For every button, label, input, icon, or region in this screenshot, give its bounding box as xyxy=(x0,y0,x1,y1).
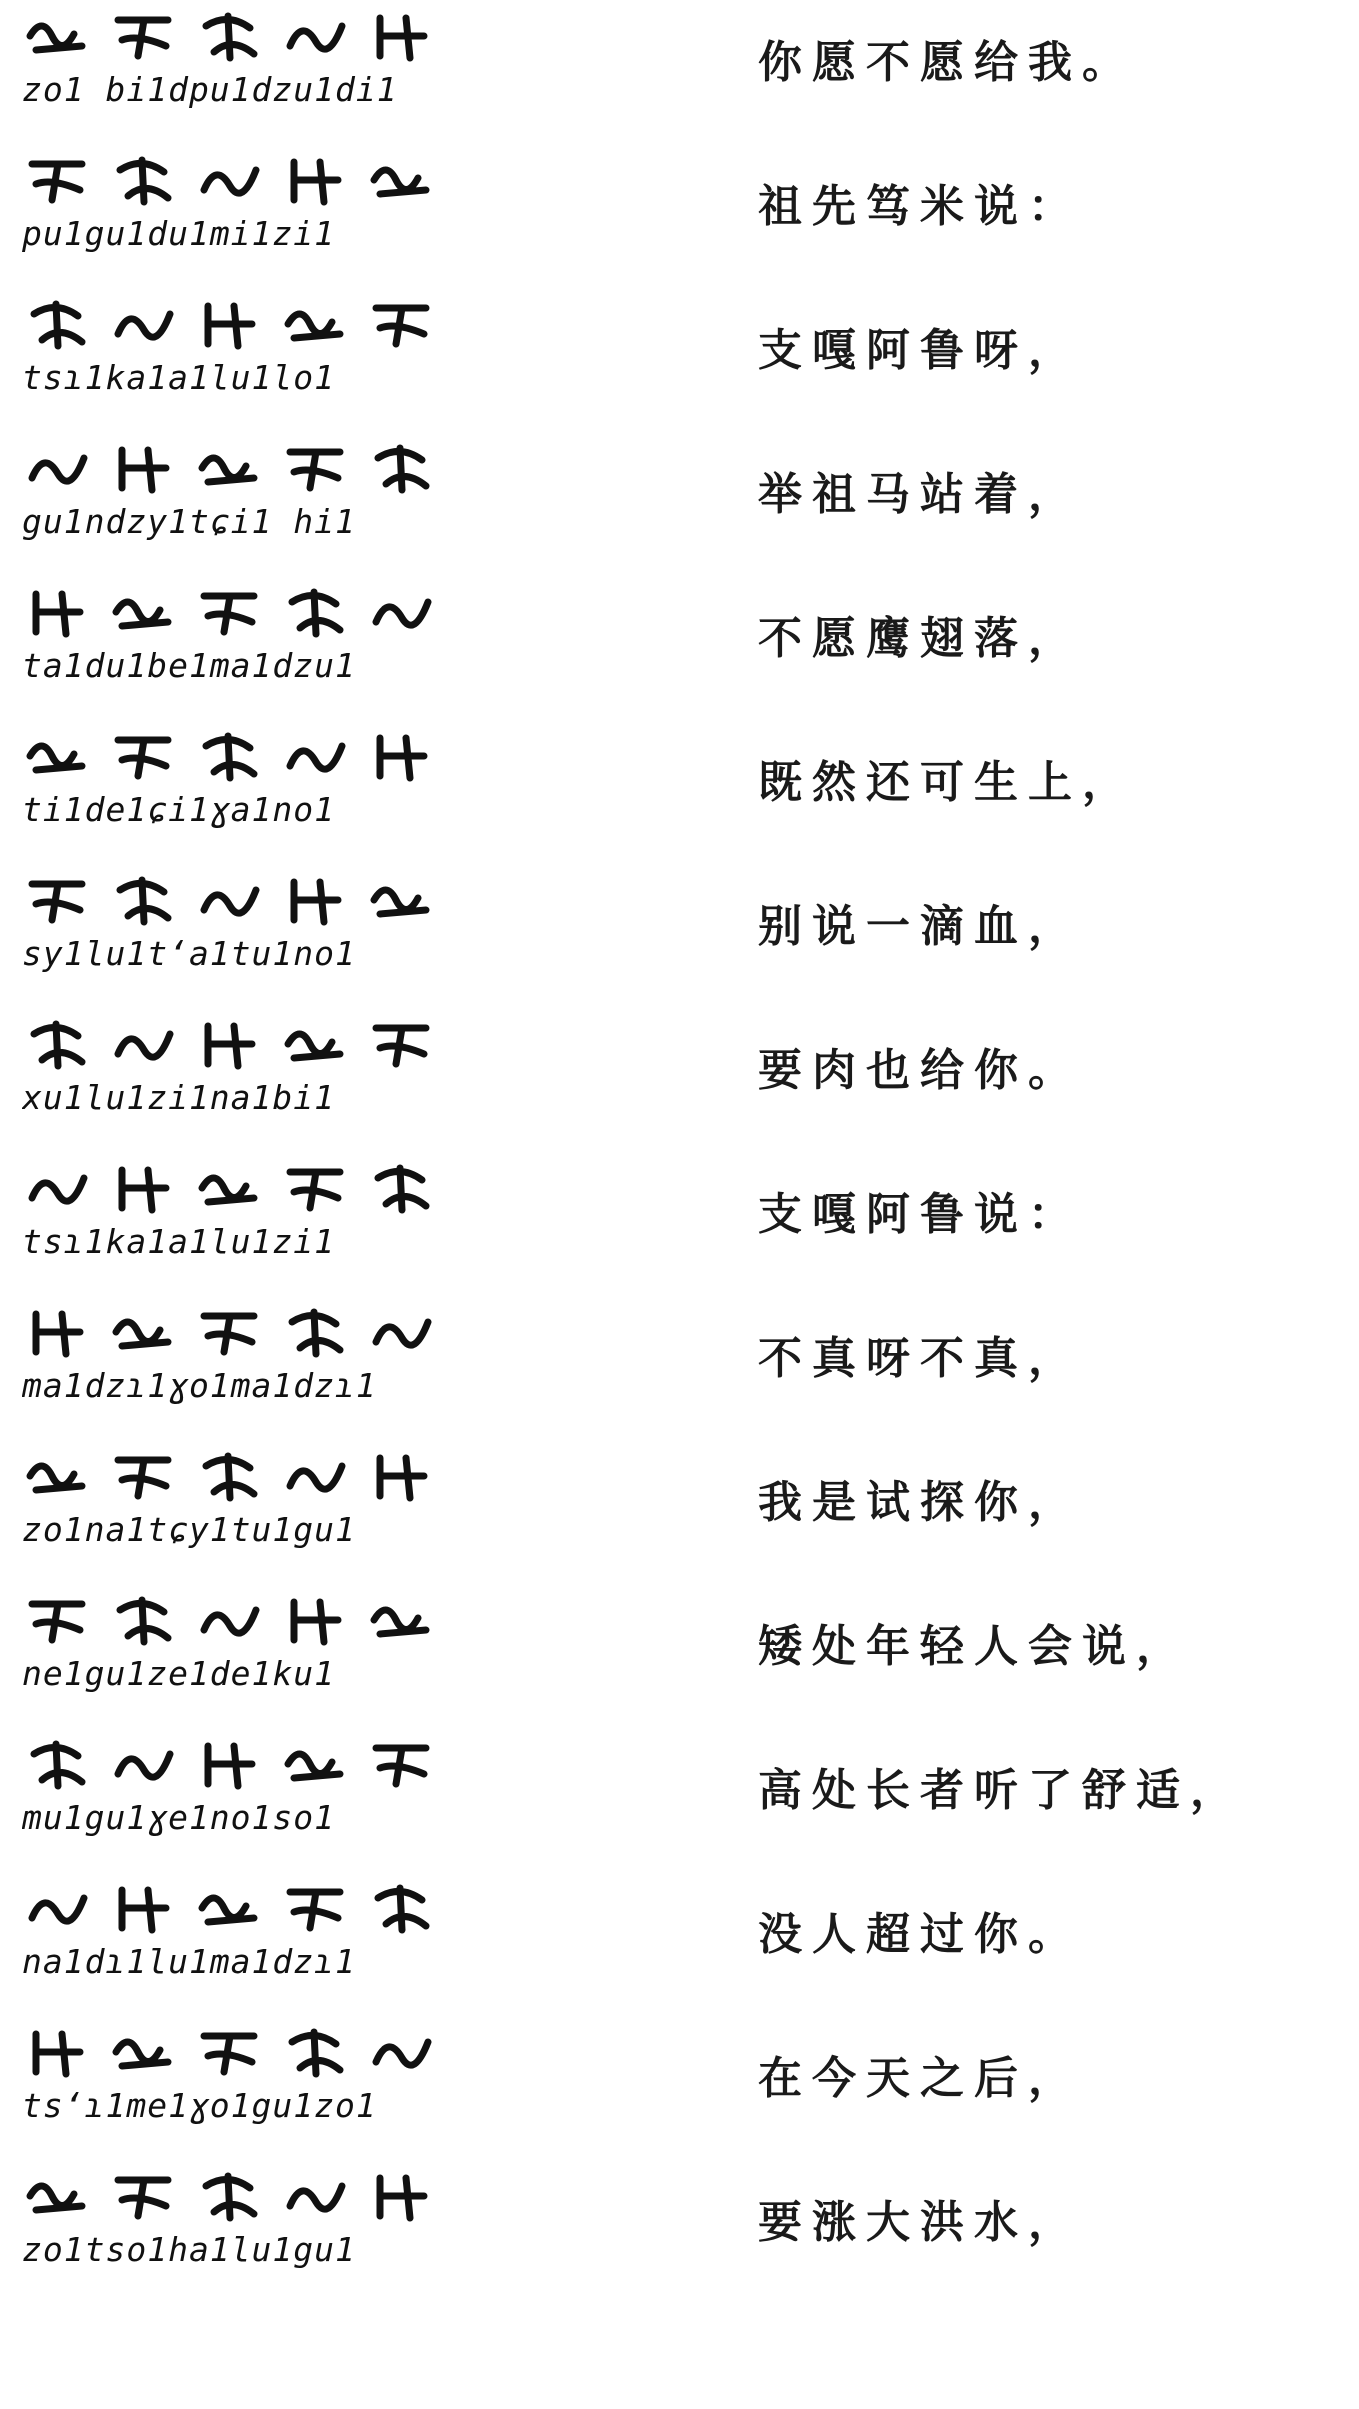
verse-line xyxy=(0,144,1359,294)
yi-glyph-icon xyxy=(280,582,352,640)
transliteration: ta1du1be1ma1dzu1 xyxy=(22,646,356,685)
yi-glyph-icon xyxy=(194,1590,266,1648)
yi-glyph-icon xyxy=(194,870,266,928)
verse-line xyxy=(0,1440,1359,1590)
chinese-translation: 不愿鹰翅落， xyxy=(758,613,1082,664)
yi-glyph-icon xyxy=(22,1014,94,1072)
transliteration: ne1gu1ze1de1ku1 xyxy=(22,1654,336,1693)
yi-glyph-icon xyxy=(194,2166,266,2224)
transliteration: tsɿ1ka1a1lu1lo1 xyxy=(22,358,336,397)
yi-glyph-icon xyxy=(280,1158,352,1216)
chinese-translation: 举祖马站着， xyxy=(758,469,1082,520)
yi-glyph-icon xyxy=(194,294,266,352)
transliteration: tsɿ1ka1a1lu1zi1 xyxy=(22,1222,336,1261)
transliteration: mu1gu1ɣe1no1so1 xyxy=(22,1798,336,1837)
yi-glyph-icon xyxy=(194,1734,266,1792)
yi-glyph-icon xyxy=(194,1014,266,1072)
yi-script-glyphs xyxy=(22,868,462,930)
yi-glyph-icon xyxy=(108,294,180,352)
yi-glyph-icon xyxy=(22,1158,94,1216)
yi-glyph-icon xyxy=(22,438,94,496)
chinese-translation: 支嘎阿鲁呀， xyxy=(758,325,1082,376)
yi-glyph-icon xyxy=(366,2022,438,2080)
verse-line xyxy=(0,0,1359,150)
yi-script-glyphs xyxy=(22,2020,462,2082)
yi-script-glyphs xyxy=(22,1444,462,1506)
yi-glyph-icon xyxy=(280,1878,352,1936)
yi-glyph-icon xyxy=(366,1158,438,1216)
yi-script-glyphs xyxy=(22,1156,462,1218)
yi-script-glyphs xyxy=(22,724,462,786)
yi-script-glyphs xyxy=(22,1588,462,1650)
chinese-translation: 我是试探你， xyxy=(758,1477,1082,1528)
yi-glyph-icon xyxy=(108,1158,180,1216)
yi-script-glyphs xyxy=(22,580,462,642)
transliteration: sy1lu1tʻa1tu1no1 xyxy=(22,934,356,973)
yi-glyph-icon xyxy=(22,726,94,784)
transliteration: pu1gu1du1mi1zi1 xyxy=(22,214,336,253)
chinese-translation: 没人超过你。 xyxy=(758,1909,1082,1960)
yi-glyph-icon xyxy=(22,870,94,928)
yi-glyph-icon xyxy=(108,2166,180,2224)
yi-glyph-icon xyxy=(108,1446,180,1504)
yi-glyph-icon xyxy=(280,1014,352,1072)
chinese-translation: 不真呀不真， xyxy=(758,1333,1082,1384)
yi-glyph-icon xyxy=(108,870,180,928)
yi-glyph-icon xyxy=(22,1878,94,1936)
verse-line xyxy=(0,720,1359,870)
yi-glyph-icon xyxy=(280,294,352,352)
yi-glyph-icon xyxy=(108,150,180,208)
yi-glyph-icon xyxy=(280,6,352,64)
yi-script-glyphs xyxy=(22,1732,462,1794)
transliteration: gu1ndzy1tɕi1 hi1 xyxy=(22,502,356,541)
verse-line xyxy=(0,1728,1359,1878)
chinese-translation: 要肉也给你。 xyxy=(758,1045,1082,1096)
yi-glyph-icon xyxy=(194,1878,266,1936)
yi-glyph-icon xyxy=(22,2166,94,2224)
yi-glyph-icon xyxy=(22,2022,94,2080)
yi-glyph-icon xyxy=(366,294,438,352)
yi-glyph-icon xyxy=(366,1302,438,1360)
chinese-translation: 你愿不愿给我。 xyxy=(758,37,1136,88)
verse-line xyxy=(0,2016,1359,2166)
yi-glyph-icon xyxy=(280,1446,352,1504)
yi-glyph-icon xyxy=(366,1590,438,1648)
yi-glyph-icon xyxy=(366,582,438,640)
yi-glyph-icon xyxy=(194,2022,266,2080)
yi-glyph-icon xyxy=(108,1590,180,1648)
chinese-translation: 别说一滴血， xyxy=(758,901,1082,952)
yi-glyph-icon xyxy=(194,582,266,640)
yi-glyph-icon xyxy=(22,1590,94,1648)
yi-glyph-icon xyxy=(366,6,438,64)
yi-script-glyphs xyxy=(22,436,462,498)
yi-script-glyphs xyxy=(22,292,462,354)
yi-script-glyphs xyxy=(22,1876,462,1938)
yi-glyph-icon xyxy=(194,1158,266,1216)
yi-script-glyphs xyxy=(22,4,462,66)
yi-glyph-icon xyxy=(22,294,94,352)
yi-glyph-icon xyxy=(366,1878,438,1936)
verse-line xyxy=(0,1584,1359,1734)
yi-glyph-icon xyxy=(280,726,352,784)
yi-glyph-icon xyxy=(22,582,94,640)
transliteration: na1dɿ1lu1ma1dzɿ1 xyxy=(22,1942,356,1981)
yi-glyph-icon xyxy=(366,1446,438,1504)
verse-line xyxy=(0,1872,1359,2022)
verse-line xyxy=(0,2160,1359,2310)
yi-glyph-icon xyxy=(22,150,94,208)
yi-glyph-icon xyxy=(194,438,266,496)
yi-glyph-icon xyxy=(366,150,438,208)
yi-glyph-icon xyxy=(366,1014,438,1072)
chinese-translation: 在今天之后， xyxy=(758,2053,1082,2104)
yi-glyph-icon xyxy=(366,726,438,784)
verse-line xyxy=(0,1296,1359,1446)
yi-glyph-icon xyxy=(366,2166,438,2224)
yi-glyph-icon xyxy=(194,6,266,64)
yi-script-glyphs xyxy=(22,148,462,210)
transliteration: ti1de1ɕi1ɣa1no1 xyxy=(22,790,336,829)
chinese-translation: 既然还可生上， xyxy=(758,757,1136,808)
verse-line xyxy=(0,1152,1359,1302)
yi-glyph-icon xyxy=(366,1734,438,1792)
transliteration: zo1tso1ha1lu1gu1 xyxy=(22,2230,356,2269)
yi-glyph-icon xyxy=(366,870,438,928)
yi-glyph-icon xyxy=(108,1014,180,1072)
chinese-translation: 要涨大洪水， xyxy=(758,2197,1082,2248)
chinese-translation: 高处长者听了舒适， xyxy=(758,1765,1244,1816)
yi-glyph-icon xyxy=(280,1590,352,1648)
yi-glyph-icon xyxy=(108,2022,180,2080)
yi-glyph-icon xyxy=(108,726,180,784)
yi-glyph-icon xyxy=(194,726,266,784)
yi-glyph-icon xyxy=(22,1302,94,1360)
yi-glyph-icon xyxy=(280,438,352,496)
verse-line xyxy=(0,432,1359,582)
yi-glyph-icon xyxy=(108,1734,180,1792)
yi-glyph-icon xyxy=(280,2166,352,2224)
verse-line xyxy=(0,576,1359,726)
yi-glyph-icon xyxy=(108,1302,180,1360)
yi-glyph-icon xyxy=(22,1446,94,1504)
transliteration: zo1 bi1dpu1dzu1di1 xyxy=(22,70,398,109)
verse-line xyxy=(0,288,1359,438)
yi-script-glyphs xyxy=(22,1012,462,1074)
transliteration: xu1lu1zi1na1bi1 xyxy=(22,1078,336,1117)
yi-glyph-icon xyxy=(22,1734,94,1792)
transliteration: tsʻɿ1me1ɣo1gu1zo1 xyxy=(22,2086,377,2125)
yi-glyph-icon xyxy=(194,1302,266,1360)
yi-glyph-icon xyxy=(280,1734,352,1792)
transliteration: zo1na1tɕy1tu1gu1 xyxy=(22,1510,356,1549)
yi-script-glyphs xyxy=(22,1300,462,1362)
yi-glyph-icon xyxy=(22,6,94,64)
yi-glyph-icon xyxy=(280,870,352,928)
yi-glyph-icon xyxy=(108,1878,180,1936)
yi-glyph-icon xyxy=(280,2022,352,2080)
transliteration: ma1dzɿ1ɣo1ma1dzɿ1 xyxy=(22,1366,377,1405)
verse-line xyxy=(0,864,1359,1014)
chinese-translation: 矮处年轻人会说， xyxy=(758,1621,1190,1672)
chinese-translation: 支嘎阿鲁说： xyxy=(758,1189,1082,1240)
yi-glyph-icon xyxy=(194,150,266,208)
yi-glyph-icon xyxy=(280,1302,352,1360)
chinese-translation: 祖先笃米说： xyxy=(758,181,1082,232)
yi-glyph-icon xyxy=(194,1446,266,1504)
yi-glyph-icon xyxy=(366,438,438,496)
yi-glyph-icon xyxy=(108,438,180,496)
yi-glyph-icon xyxy=(108,582,180,640)
yi-glyph-icon xyxy=(108,6,180,64)
yi-script-glyphs xyxy=(22,2164,462,2226)
verse-line xyxy=(0,1008,1359,1158)
yi-glyph-icon xyxy=(280,150,352,208)
